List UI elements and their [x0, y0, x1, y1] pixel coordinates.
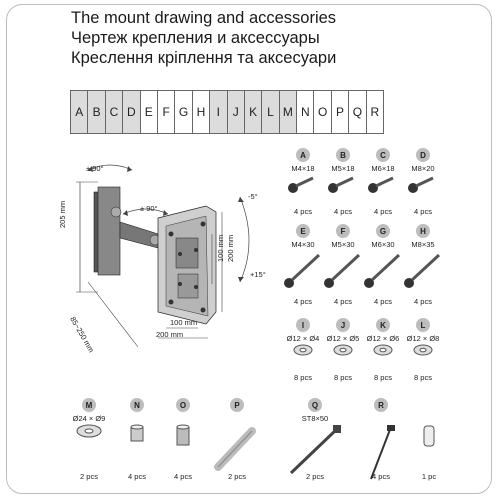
- accessory-quantity: 4 pcs: [374, 297, 392, 306]
- clip-icon: [399, 423, 459, 449]
- parts-letter-row: [70, 90, 384, 134]
- letter-cell: G: [175, 91, 192, 133]
- accessory-quantity: 4 pcs: [294, 207, 312, 216]
- accessory-spec: M5×30: [331, 240, 355, 249]
- height-dim-label: 205 mm: [58, 200, 67, 228]
- accessory-letter-badge: O: [176, 398, 190, 412]
- accessory-quantity: 2 pcs: [306, 472, 324, 481]
- letter-cell: B: [88, 91, 105, 133]
- title-block: [71, 8, 336, 68]
- accessory-d: [393, 148, 453, 195]
- mount-drawing: [58, 152, 288, 372]
- accessory-quantity: 8 pcs: [374, 373, 392, 382]
- accessory-letter-badge: I: [296, 318, 310, 332]
- swivel-top-label: ± 90°: [86, 164, 104, 173]
- letter-cell: J: [228, 91, 245, 133]
- accessory-letter-badge: K: [376, 318, 390, 332]
- accessory-quantity: 2 pcs: [228, 472, 246, 481]
- accessory-letter-badge: C: [376, 148, 390, 162]
- letter-cell: D: [123, 91, 140, 133]
- accessory-quantity: 4 pcs: [294, 297, 312, 306]
- accessory-spec: ST8×50: [301, 414, 329, 423]
- vesa-height-100-label: 100 mm: [216, 234, 225, 262]
- letter-cell: A: [71, 91, 88, 133]
- title-english: The mount drawing and accessories: [71, 9, 337, 27]
- vesa-width-100-label: 100 mm: [170, 318, 198, 327]
- accessory-spec: Ø12 × Ø6: [366, 334, 400, 343]
- accessory-letter-badge: E: [296, 224, 310, 238]
- accessory-letter-badge: B: [336, 148, 350, 162]
- swivel-mid-label: ± 90°: [140, 204, 158, 213]
- title-russian: Чертеж крепления и аксессуары: [71, 29, 320, 47]
- screw-short-icon: [393, 173, 453, 195]
- accessory-quantity: 4 pcs: [334, 207, 352, 216]
- letter-cell: P: [332, 91, 349, 133]
- letter-cell: E: [141, 91, 158, 133]
- letter-cell: I: [210, 91, 227, 133]
- accessory-spec: [207, 414, 267, 423]
- accessory-letter-badge: R: [374, 398, 388, 412]
- lag-icon: [285, 423, 345, 479]
- accessory-spec: Ø12 × Ø8: [406, 334, 440, 343]
- tilt-up-label: -5°: [248, 192, 258, 201]
- letter-cell: R: [367, 91, 384, 133]
- vesa-height-200-label: 200 mm: [226, 234, 235, 262]
- accessory-quantity: 4 pcs: [372, 472, 390, 481]
- letter-cell: O: [314, 91, 331, 133]
- accessory-clip: [399, 398, 459, 449]
- letter-cell: L: [262, 91, 279, 133]
- accessory-quantity: 4 pcs: [174, 472, 192, 481]
- letter-cell: C: [106, 91, 123, 133]
- accessory-spec: M8×35: [411, 240, 435, 249]
- accessory-letter-badge: H: [416, 224, 430, 238]
- anchor-icon: [207, 423, 267, 473]
- accessory-quantity: 8 pcs: [414, 373, 432, 382]
- accessory-l: [393, 318, 453, 357]
- accessory-spec: M4×30: [291, 240, 315, 249]
- tilt-down-label: +15°: [250, 270, 266, 279]
- spacer-tall-icon: [153, 423, 213, 449]
- accessory-quantity: 4 pcs: [334, 297, 352, 306]
- accessory-letter-badge: N: [130, 398, 144, 412]
- accessory-letter-badge: M: [82, 398, 96, 412]
- vesa-width-200-label: 200 mm: [156, 330, 184, 339]
- title-ukrainian: Креслення кріплення та аксесуари: [71, 49, 337, 67]
- letter-cell: F: [158, 91, 175, 133]
- accessory-h: [393, 224, 453, 289]
- washer-icon: [393, 343, 453, 357]
- accessory-q: [285, 398, 345, 479]
- accessory-letter-badge: L: [416, 318, 430, 332]
- accessory-letter-badge: D: [416, 148, 430, 162]
- accessory-spec: Ø12 × Ø4: [286, 334, 320, 343]
- accessory-spec: M6×18: [371, 164, 395, 173]
- accessory-p: [207, 398, 267, 473]
- accessory-quantity: 4 pcs: [128, 472, 146, 481]
- accessory-spec: M4×18: [291, 164, 315, 173]
- accessory-spec: M8×20: [411, 164, 435, 173]
- accessory-spec: [399, 414, 459, 423]
- accessory-letter-badge: G: [376, 224, 390, 238]
- letter-cell: M: [280, 91, 297, 133]
- accessory-quantity: 8 pcs: [294, 373, 312, 382]
- accessory-letter-badge: P: [230, 398, 244, 412]
- depth-dim-label: 85~250 mm: [68, 315, 96, 354]
- accessory-quantity: 1 pc: [421, 472, 437, 481]
- letter-cell: K: [245, 91, 262, 133]
- accessory-letter-badge: F: [336, 224, 350, 238]
- accessory-quantity: 4 pcs: [414, 297, 432, 306]
- accessory-spec: M5×18: [331, 164, 355, 173]
- letter-cell: H: [193, 91, 210, 133]
- accessory-spec: M6×30: [371, 240, 395, 249]
- screw-long-icon: [393, 249, 453, 289]
- accessory-letter-badge: J: [336, 318, 350, 332]
- accessory-spec: [153, 414, 213, 423]
- accessory-spec: Ø12 × Ø5: [326, 334, 360, 343]
- accessory-quantity: 4 pcs: [414, 207, 432, 216]
- accessory-letter-badge: A: [296, 148, 310, 162]
- accessory-quantity: 4 pcs: [374, 207, 392, 216]
- accessory-quantity: 2 pcs: [80, 472, 98, 481]
- accessory-spec: Ø24 × Ø9: [72, 414, 106, 423]
- accessory-letter-badge: Q: [308, 398, 322, 412]
- letter-cell: Q: [349, 91, 366, 133]
- accessory-o: [153, 398, 213, 449]
- accessory-quantity: 8 pcs: [334, 373, 352, 382]
- letter-cell: N: [297, 91, 314, 133]
